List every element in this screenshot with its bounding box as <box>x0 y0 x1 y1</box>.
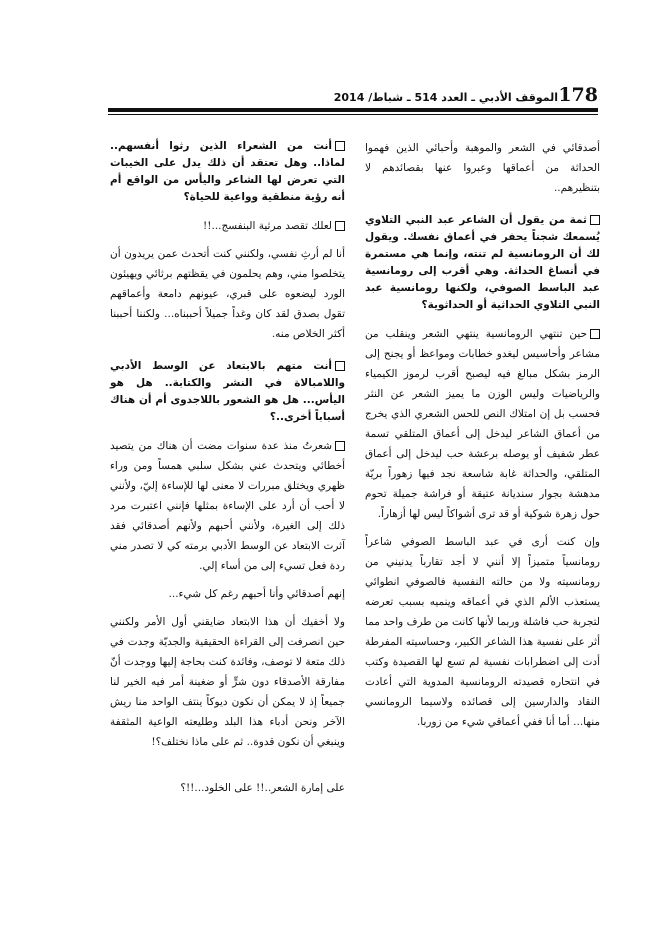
square-bullet-icon <box>590 329 600 339</box>
square-bullet-icon <box>590 215 600 225</box>
question <box>110 138 345 206</box>
page-number: 178 <box>558 84 598 106</box>
paragraph-text: ولا أخفيك أن هذا الابتعاد ضايقني أول الأمر ولكنني حين انصرفت إلى القراءة الحقيقية والجديّة وجدت في ذلك متعة لا توصف، وفائدة كنت بحاجة إليها ووجدت أنّ مفارقة الأصدقاء دون شرٍّ أو ضغينة أمر فيه الخير لنا جميعاً إذ لا يمكن أن نكون ديوكاً ينتف الواحد منا ريش الآخر ونحن أدباء هذا البلد وطليعته الواعية المثقفة وينبغي أن نكون قدوة.. ثم على ماذا نختلف؟! <box>110 616 345 748</box>
square-bullet-icon <box>335 141 345 151</box>
left-column <box>110 138 345 806</box>
closing-text: على إمارة الشعر..!! على الخلود...!!؟ <box>180 782 345 794</box>
paragraph <box>110 244 345 344</box>
square-bullet-icon <box>335 361 345 371</box>
paragraph-text: أنا لم أرثِ نفسي، ولكنني كنت أتحدث عمن يريدون أن يتخلصوا مني، وهم يحلمون في يقظتهم برثائي ويهيئون الورد ليضعوه على قبري، عيونهم دامعة وأعماقهم تقول بصدق لقد كان وغداً جميلاً أحببناه... ولكننا أحببنا أكثر الخلاص منه. <box>110 248 345 340</box>
answer-text: حين تنتهي الرومانسية ينتهي الشعر وينقلب من مشاعر وأحاسيس ليغدو خطابات ومواعظ أو يجنح إلى الرمز بشكل مبالغ فيه ليصبح أقرب لرموز الكيمياء والرياضيات وليس الوزن ما يميز الشعر عن النثر فحسب بل إن امتلاك النص للحس الشعري الذي يخرج من أعماق الشاعر ليدخل إلى أعماق المتلقي تسمة عطر شفيف أو يوصله برعشة حب ليدخل إلى أعماق المتلقي، والحداثة غابة شاسعة نجد فيها زهوراً بريّة مدهشة بجوار سنديانة عتيقة أو فراشة جميلة تحوم حول زهرة شوكية أو قد ترى أشواكاً ليس لها أزهاراً. <box>365 328 600 520</box>
paragraph <box>110 584 345 604</box>
question-text: أنت متهم بالابتعاد عن الوسط الأدبي واللامبالاة في النشر والكتابة.. هل هو اليأس... هل هو الشعور باللاجدوى أم أن هناك أسباباً أخرى..؟ <box>110 360 345 423</box>
question-text: أنت من الشعراء الذين رثوا أنفسهم.. لماذا.. وهل تعتقد أن ذلك يدل على الخيبات التي تعرض لها الشاعر واليأس من الواقع أم أنه رؤية منطقية وواعية للحياة؟ <box>110 140 345 203</box>
question-text: ثمة من يقول أن الشاعر عبد النبي التلاوي يُسمعك شجناً يحفر في أعماق نفسك. ويقول لك أن الرومانسية لم تنته، وإنما هي مستمرة في أنساغ الحداثة. وهي أقرب إلى رومانسية عبد الباسط الصوفي، ولكنها رومانسية عبد النبي التلاوي الحداثية أو الحداثوية؟ <box>365 214 600 311</box>
answer <box>110 216 345 236</box>
closing-line <box>110 778 345 798</box>
paragraph <box>365 138 600 198</box>
answer <box>110 436 345 576</box>
paragraph <box>110 612 345 752</box>
answer <box>365 324 600 524</box>
square-bullet-icon <box>335 221 345 231</box>
paragraph-text: وإن كنت أرى في عبد الباسط الصوفي شاعراً رومانسياً متميزاً إلا أنني لا أجد تقارباً يدنيني من رومانسيته ولا من حالته النفسية فالصوفي انطوائي يستعذب الألم الذي في أعماقه وينميه بسبب تعرضه لتجربة حب فاشلة وربما لأنها كانت من طرف واحد مما أثر على نفسية هذا الشاعر الكبير، وحساسيته المفرطة أدت إلى اضطرابات نفسية لم تسع لها القصيدة وكتب في انتحاره قصيدته الرومانسية المدوية التي أعادت النقاد والدارسين إلى قصائده ولاسيما الرومانسي منها... أما أنا ففي أعماقي شيء من زوربا. <box>365 536 600 728</box>
answer-text: شعرتُ منذ عدة سنوات مضت أن هناك من يتصيد أخطائي ويتحدث عني بشكل سلبي همساً ومن وراء ظهري ويختلق مبررات لا معنى لها للإساءة إليّ، ولأنني لا أحب أن أرد على الإساءة بمثلها فإنني اعتبرت مرد ذلك إلى الغيرة، ولأنني أحبهم ولأنهم أصدقائي فقد آثرت الابتعاد عن الوسط الأدبي برمته كي لا تصدر مني ردة فعل تسيء إلى من أساء إلي. <box>110 440 345 572</box>
paragraph-text: إنهم أصدقائي وأنا أحبهم رغم كل شيء... <box>168 588 345 600</box>
header-rule <box>108 108 598 115</box>
question <box>365 212 600 314</box>
question <box>110 358 345 426</box>
answer-text: لعلك تقصد مرثية البنفسج...!! <box>203 220 332 232</box>
paragraph-text: أصدقائي في الشعر والموهبة وأحبائي الذين فهموا الحداثة من أعماقها وعبروا عنها بقصائدهم لا بتنظيرهم.. <box>365 142 600 194</box>
running-title: الموقف الأدبي ـ العدد 514 ـ شباط/ 2014 <box>333 91 558 104</box>
square-bullet-icon <box>335 441 345 451</box>
page-header <box>108 84 598 108</box>
paragraph <box>365 532 600 732</box>
right-column <box>365 138 600 740</box>
